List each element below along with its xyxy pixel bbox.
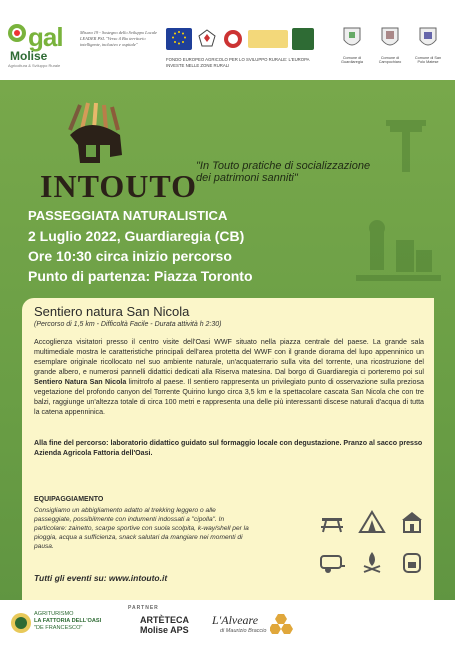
cabin-icon <box>398 508 426 536</box>
trail-end-activity: Alla fine del percorso: laboratorio didattico guidato sul formaggio locale con degustazione. Pranzo al sacco presso Azienda Agricola Fattoria dell'Oasi. <box>34 439 423 457</box>
agriturismo-text: AGRITURISMO LA FATTORIA DELL'OASI "DE FRANCESCO" <box>34 611 102 631</box>
event-headline <box>28 206 408 286</box>
italy-emblem-icon <box>196 28 218 50</box>
trail-subtitle: (Percorso di 1,5 km - Difficoltà Facile - Durata attività h 2:30) <box>34 321 222 328</box>
fund-text: FONDO EUROPEO AGRICOLO PER LO SVILUPPO RURALE: L'EUROPA INVESTE NELLE ZONE RURALI <box>166 57 310 68</box>
equipment-text: Consigliamo un abbigliamento adatto al trekking leggero o alle passeggiate, possibilmente con indumenti indossati a "cipolla". In particolare: zainetto, scarpe sportive con suola scolpita, k-way/shell per la pioggia, acqua a sufficienza, snack salutari da mangiare nei momenti di pausa. <box>34 507 249 550</box>
eu-flag-icon <box>166 28 192 50</box>
event-date: 2 Luglio 2022, Guardiaregia (CB) <box>28 228 245 244</box>
funding-logos <box>166 28 316 58</box>
intouto-wordmark: INTOUTO <box>40 168 197 204</box>
gal-logo <box>6 22 78 70</box>
molise-region-icon <box>222 28 244 50</box>
comune-campochiaro: Comune di Campochiaro <box>374 26 406 64</box>
trail-title: Sentiero natura San Nicola <box>34 304 190 319</box>
events-link[interactable]: Tutti gli eventi su: www.intouto.it <box>34 573 168 583</box>
gal-description: Misura 19 - Sostegno dello Sviluppo Locale LEADER PSL "Verso il Bio territorio intelligente, inclusivo e ospitale" <box>80 30 158 47</box>
gal-wordmark: gal <box>28 22 63 52</box>
trail-description: Accoglienza visitatori presso il centro visite dell'Oasi WWF situato nella piazza centrale del paese. La grande sala multimediale mostra le caratteristiche principali dell'area protetta del WWF con il grande diorama del lupo appenninico un esemplare originale ricollocato nel suo ambiente naturale, un'acquaterrario sulla vita del torrente, una ricostruzione del grande albero, e numerosi pannelli didattici dedicati alla Riserva matesina. Dal borgo di Guardiaregia ci porteremo poi sul Sentiero Natura San Nicola limitrofo al paese. Il sentiero rappresenta un privilegiato punto di osservazione sulla preziosa vegetazione del profondo canyon del Torrente Quirino lungo circa 3,5 km e la spettacolare cascata San Nicola che con tre balzi, raggiunge un'altezza totale di circa 100 metri e rappresenta una delle più interessanti discese naturali d'acqua di tutta la catena appenninica. <box>34 338 424 416</box>
gal-region: Molise <box>10 49 48 63</box>
partner-label: PARTNER <box>128 605 159 611</box>
caravan-icon <box>318 548 346 576</box>
event-time: Ore 10:30 circa inizio percorso <box>28 248 232 264</box>
alveare-subtitle: di Maurizio Braccio <box>220 628 267 634</box>
arteteca-logo: ARTÈTECA Molise APS <box>140 615 189 635</box>
header <box>0 0 455 80</box>
psr-molise-icon <box>248 30 288 48</box>
comune-san-polo-matese: Comune di San Polo Matese <box>412 26 444 64</box>
brand-tagline: "In Touto pratiche di socializzazione dei patrimoni sanniti" <box>196 160 371 184</box>
picnic-table-icon <box>318 508 346 536</box>
equipment-title: EQUIPAGGIAMENTO <box>34 496 104 503</box>
honeycomb-icon <box>270 612 294 636</box>
campfire-icon <box>358 548 386 576</box>
leader-icon <box>292 28 314 50</box>
tent-icon <box>358 508 386 536</box>
helmet-logo-icon <box>30 95 150 175</box>
event-start: Punto di partenza: Piazza Toronto <box>28 268 253 284</box>
backpack-icon <box>398 548 426 576</box>
agriturismo-logo-icon <box>10 612 32 634</box>
alveare-logo: L'Alveare <box>212 613 259 627</box>
comune-guardiaregia: Comune di Guardiaregia <box>336 26 368 64</box>
event-title: PASSEGGIATA NATURALISTICA <box>28 208 228 223</box>
comuni-logos <box>336 26 448 74</box>
gal-tagline: Agricoltura & Sviluppo Rurale <box>8 63 61 68</box>
